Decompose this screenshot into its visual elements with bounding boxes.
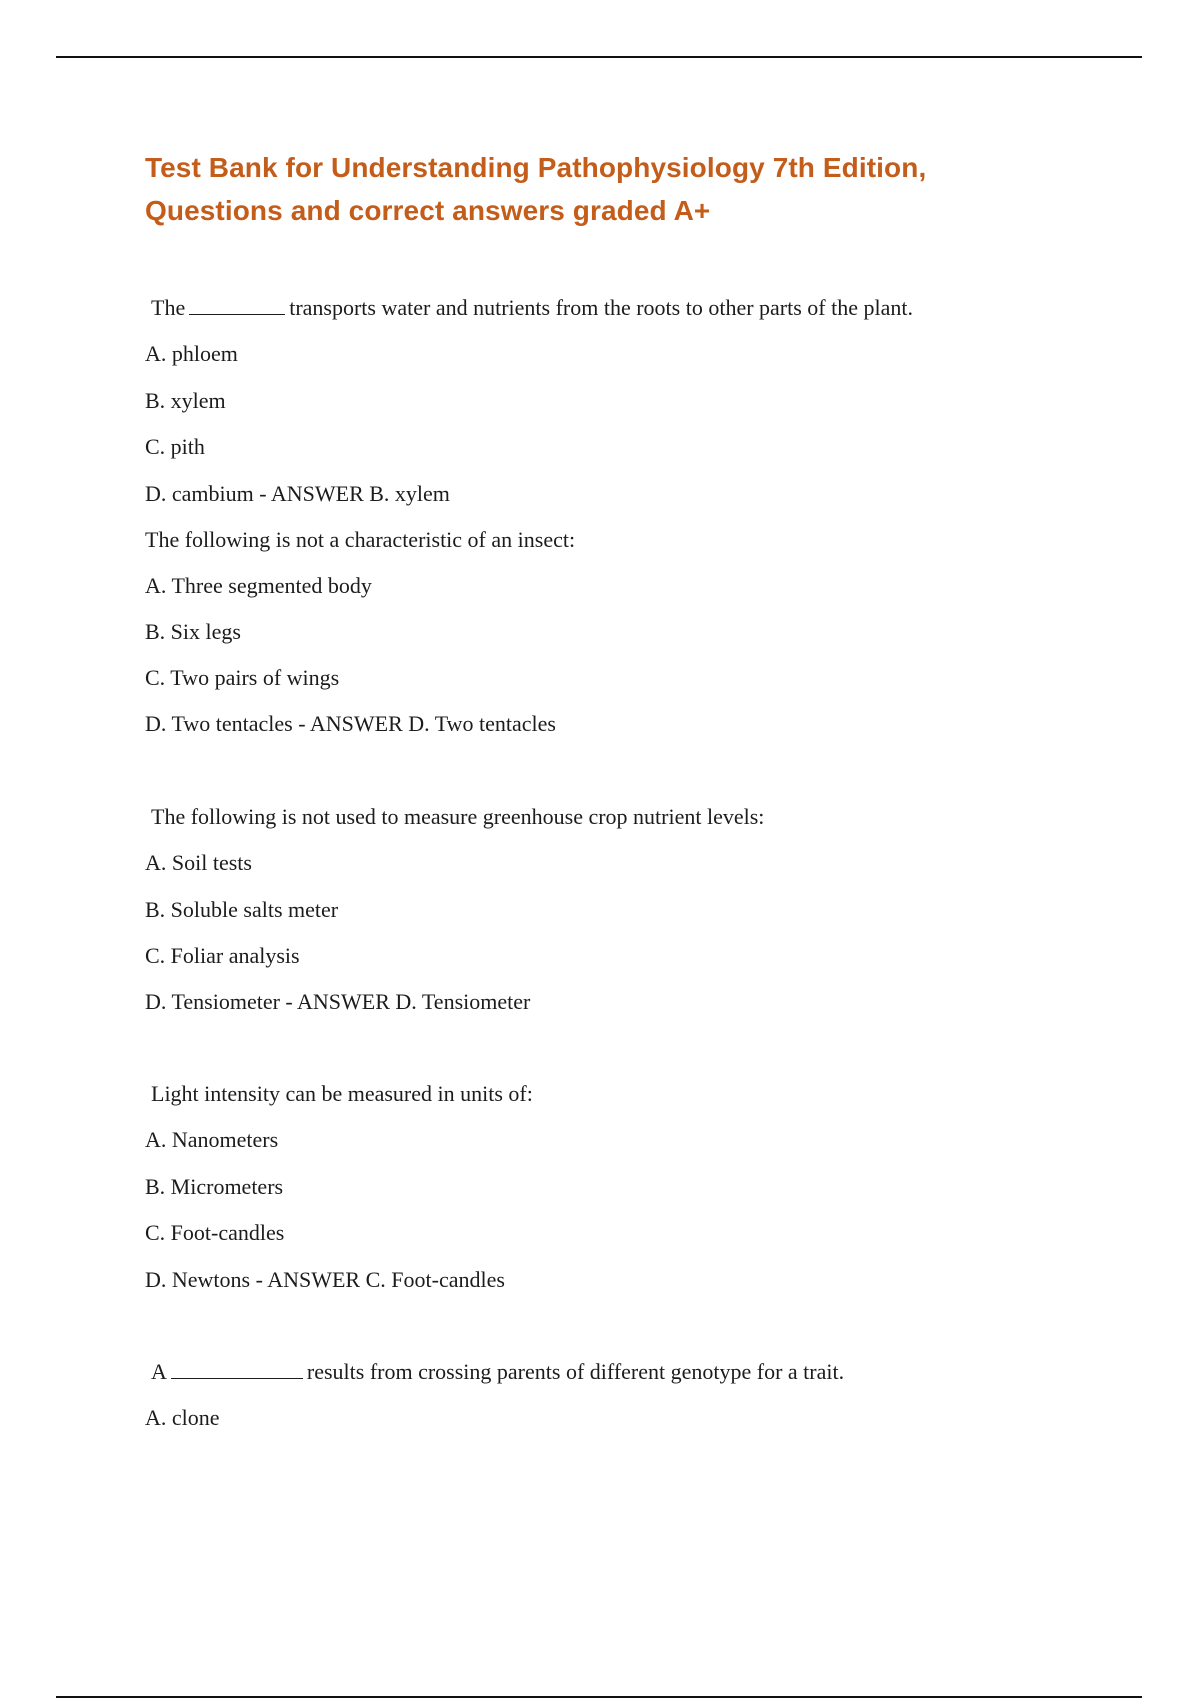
- bottom-rule: [56, 1696, 1142, 1698]
- question-2-option-b: B. Six legs: [145, 619, 241, 644]
- question-4-option-b: B. Micrometers: [145, 1174, 284, 1199]
- fill-in-blank: [189, 294, 285, 315]
- question-4-option-c: C. Foot-candles: [145, 1220, 285, 1245]
- question-3-option-d-answer: D. Tensiometer - ANSWER D. Tensiometer: [145, 989, 531, 1014]
- question-5-option-a: A. clone: [145, 1405, 220, 1430]
- title-line-1: Test Bank for Understanding Pathophysiology 7th Edition,: [145, 152, 927, 183]
- question-4-stem: Light intensity can be measured in units of:: [151, 1081, 533, 1106]
- question-1-option-a: A. phloem: [145, 341, 238, 366]
- question-3-option-a: A. Soil tests: [145, 850, 252, 875]
- question-2-option-c: C. Two pairs of wings: [145, 665, 340, 690]
- question-1-option-d-answer: D. cambium - ANSWER B. xylem: [145, 481, 450, 506]
- title-line-2: Questions and correct answers graded A+: [145, 195, 711, 226]
- question-1-option-b: B. xylem: [145, 388, 226, 413]
- question-1-stem: The transports water and nutrients from the roots to other parts of the plant.: [151, 295, 913, 320]
- question-2-stem: The following is not a characteristic of an insect:: [145, 527, 576, 552]
- question-1-option-c: C. pith: [145, 434, 205, 459]
- question-3-option-b: B. Soluble salts meter: [145, 897, 339, 922]
- question-2-option-a: A. Three segmented body: [145, 573, 372, 598]
- question-3-option-c: C. Foliar analysis: [145, 943, 300, 968]
- question-3-stem: The following is not used to measure greenhouse crop nutrient levels:: [151, 804, 765, 829]
- top-rule: [56, 56, 1142, 58]
- question-2-option-d-answer: D. Two tentacles - ANSWER D. Two tentacles: [145, 711, 556, 736]
- document-title: [145, 146, 1085, 232]
- fill-in-blank: [171, 1358, 303, 1379]
- question-5-stem: A results from crossing parents of different genotype for a trait.: [151, 1359, 845, 1384]
- question-4-option-d-answer: D. Newtons - ANSWER C. Foot-candles: [145, 1267, 505, 1292]
- question-4-option-a: A. Nanometers: [145, 1127, 279, 1152]
